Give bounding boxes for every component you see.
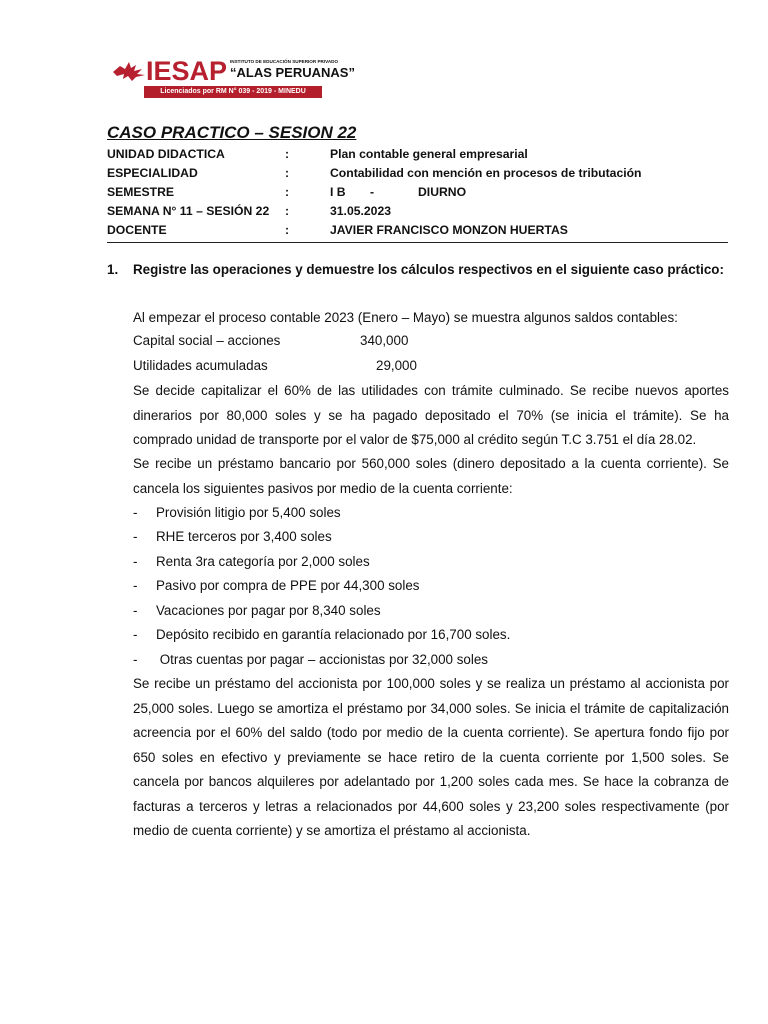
list-item-text: Otras cuentas por pagar – accionistas por 32,000 soles: [156, 652, 488, 667]
info-value: Contabilidad con mención en procesos de tributación: [330, 166, 642, 180]
balance-label: Capital social – acciones: [133, 333, 281, 348]
info-value: Plan contable general empresarial: [330, 147, 528, 161]
info-row-semana: [107, 202, 727, 221]
list-item-text: Provisión litigio por 5,400 soles: [156, 505, 341, 520]
list-dash: -: [133, 603, 138, 618]
question-number: 1.: [107, 262, 119, 277]
info-label: SEMANA N° 11 – SESIÓN 22: [107, 204, 270, 218]
semester-separator: -: [370, 185, 375, 199]
logo-subtitle: INSTITUTO DE EDUCACIÓN SUPERIOR PRIVADO: [230, 59, 339, 64]
paragraph-shareholder-loan: Se recibe un préstamo del accionista por 100,000 soles y se realiza un préstamo al accionista por 25,000 soles. Luego se amortiza el préstamo por 34,000 soles. Se inicia el trámite de capitalización acreencia por el 60% del saldo (todo por medio de la cuenta corriente). Se apertura fondo fijo por 650 soles en efectivo y previamente se hace retiro de la cuenta corriente por 1,500 soles. Se cancela por bancos alquileres por adelantado por 1,200 soles cada mes. Se hace la cobranza de facturas a terceros y letras a relacionados por 44,600 soles y 23,200 soles respectivamente (por medio de cuenta corriente) y se amortiza el préstamo al accionista.: [133, 676, 729, 838]
list-item-text: Renta 3ra categoría por 2,000 soles: [156, 554, 370, 569]
logo-name: “ALAS PERUANAS”: [230, 65, 355, 80]
list-dash: -: [133, 505, 138, 520]
info-colon: :: [285, 204, 290, 218]
info-value: 31.05.2023: [330, 204, 391, 218]
list-dash: -: [133, 529, 138, 544]
info-colon: :: [285, 147, 290, 161]
list-dash: -: [133, 554, 138, 569]
info-row-especialidad: [107, 164, 727, 183]
info-colon: :: [285, 185, 290, 199]
info-label: UNIDAD DIDACTICA: [107, 147, 225, 161]
info-row-semestre: [107, 183, 727, 202]
info-colon: :: [285, 166, 290, 180]
winged-emblem-icon: [112, 60, 146, 82]
logo-brand: IESAP: [146, 56, 228, 86]
info-row-unidad: [107, 145, 727, 164]
list-item-text: Vacaciones por pagar por 8,340 soles: [156, 603, 381, 618]
list-item-text: Depósito recibido en garantía relacionado por 16,700 soles.: [156, 627, 511, 642]
logo-license-bar: Licenciados por RM N° 039 - 2019 - MINEDU: [144, 86, 322, 98]
list-dash: -: [133, 627, 138, 642]
info-label: SEMESTRE: [107, 185, 175, 199]
document-title: CASO PRACTICO – SESION 22: [107, 123, 357, 142]
intro-text: Al empezar el proceso contable 2023 (Enero – Mayo) se muestra algunos saldos contables:: [133, 310, 678, 325]
header-divider: [107, 242, 728, 243]
paragraph-capitalization: Se decide capitalizar el 60% de las utilidades con trámite culminado. Se recibe nuevos aportes dinerarios por 80,000 soles y se ha pagado depositado el 70% (se inicia el trámite). Se ha comprado unidad de transporte por el valor de $75,000 al crédito según T.C 3.751 el día 28.02.: [133, 383, 729, 447]
info-label: DOCENTE: [107, 223, 167, 237]
info-value: I B: [330, 185, 346, 199]
institution-logo: [112, 56, 372, 102]
info-row-docente: [107, 221, 727, 240]
balance-value: 340,000: [360, 333, 409, 348]
semester-shift: DIURNO: [418, 185, 467, 199]
info-colon: :: [285, 223, 290, 237]
list-item-text: Pasivo por compra de PPE por 44,300 soles: [156, 578, 420, 593]
paragraph-bank-loan: Se recibe un préstamo bancario por 560,000 soles (dinero depositado a la cuenta corriente). Se cancela los siguientes pasivos por medio de la cuenta corriente:: [133, 456, 729, 496]
info-value: JAVIER FRANCISCO MONZON HUERTAS: [330, 223, 568, 237]
info-label: ESPECIALIDAD: [107, 166, 198, 180]
balance-label: Utilidades acumuladas: [133, 358, 268, 373]
balance-value: 29,000: [376, 358, 417, 373]
question-heading: Registre las operaciones y demuestre los cálculos respectivos en el siguiente caso práctico:: [133, 262, 724, 277]
list-dash: -: [133, 578, 138, 593]
list-item-text: RHE terceros por 3,400 soles: [156, 529, 332, 544]
list-dash: -: [133, 652, 138, 667]
